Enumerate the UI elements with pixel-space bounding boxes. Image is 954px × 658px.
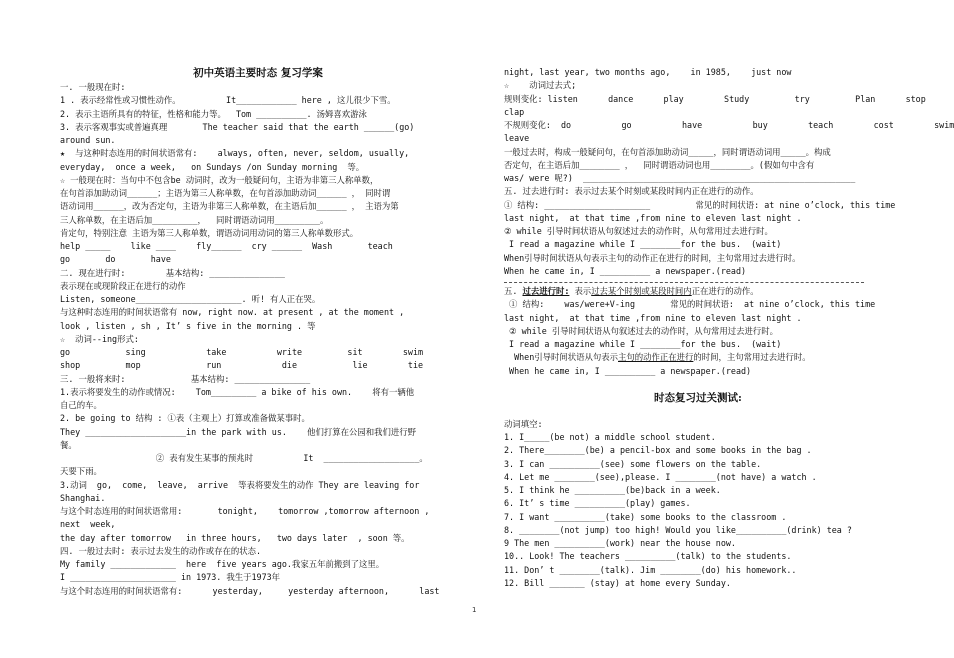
text-line: ★ 与这种时态连用的时间状语常有: always, often, never, seldom, usually, bbox=[60, 148, 410, 159]
text-line: I read a magazine while I ________for the bus. (wait) bbox=[504, 239, 782, 250]
text-line: ② while 引导时间状语从句叙述过去的动作时，从句常用过去进行时。 bbox=[504, 325, 778, 336]
section5-text: 表示 bbox=[574, 286, 592, 296]
text-line: 四. 一般过去时: 表示过去发生的动作或存在的状态. bbox=[60, 545, 262, 556]
text-line: go sing take write sit swim bbox=[60, 347, 424, 357]
text-line: 否定句，在主语后加________ ， 同时谓语动词也用________。(假如句中含有 bbox=[504, 159, 815, 170]
text-line: 与这种时态连用的时间状语常有 now, right now. at present , at the moment , bbox=[60, 307, 405, 318]
exercise-line: 动词填空: bbox=[504, 418, 543, 429]
text-line: everyday, once a week, on Sundays /on Sunday morning 等。 bbox=[60, 161, 365, 172]
text-line: 餐。 bbox=[60, 439, 77, 450]
text-line: 表示现在或现阶段正在进行的动作 bbox=[60, 280, 186, 291]
text-line: 1.表示将要发生的动作或情况: Tom_________ a bike of his own. 将有一辆他 bbox=[60, 386, 415, 397]
when-example-line: When he came in, I __________ a newspaper.(read) bbox=[504, 365, 752, 376]
section5-text-end: 正在进行的动作。 bbox=[691, 286, 759, 296]
text-line: ① 结构: _____________________ 常见的时间状语: at nine o’clock, this time bbox=[504, 199, 896, 210]
text-line: 自己的车。 bbox=[60, 400, 102, 410]
text-line: go do have bbox=[60, 254, 171, 265]
text-line: 规则变化: listen dance play Study try Plan stop bbox=[504, 93, 926, 104]
text-line: ☆ 动词--ing形式: bbox=[60, 333, 139, 344]
exercise-line: 4. Let me ________(see),please. I ________(not have) a watch . bbox=[504, 471, 817, 482]
text-line: 2. 表示主语所具有的特征，性格和能力等。 Tom __________. 汤姆喜欢游泳 bbox=[60, 108, 367, 119]
right-text-block-a bbox=[504, 66, 954, 278]
section5-title: 过去进行时: bbox=[522, 286, 570, 296]
when-rule-line bbox=[504, 351, 892, 364]
exercise-line: 10.. Look! The teachers __________(talk) to the students. bbox=[504, 551, 792, 562]
text-line: clap bbox=[504, 106, 525, 117]
text-line: last night, at that time ,from nine to eleven last night . bbox=[504, 312, 802, 323]
text-line: 二. 现在进行时: 基本结构: _______________ bbox=[60, 267, 285, 278]
text-line: the day after tomorrow in three hours, two days later , soon 等。 bbox=[60, 532, 410, 543]
text-line: 3. 表示客观事实或普遍真理 The teacher said that the earth ______(go) bbox=[60, 121, 415, 132]
exercise-line: 6. It’ s time __________(play) games. bbox=[504, 498, 691, 509]
text-line: I _____________________ in 1973. 我生于1973年 bbox=[60, 572, 281, 583]
text-line: 与这个时态连用的时间状语常用: tonight, tomorrow ,tomorrow afternoon , bbox=[60, 506, 430, 516]
text-line: Shanghai. bbox=[60, 492, 106, 503]
right-text-block-b bbox=[504, 298, 892, 351]
text-line: night, last year, two months ago, in 1985, just now bbox=[504, 67, 792, 77]
section5-underlined: 过去某个时刻或某段时间内 bbox=[591, 286, 692, 296]
text-line: Listen, someone_____________________. 听! 有人正在哭。 bbox=[60, 294, 321, 304]
test-title: 时态复习过关测试: bbox=[654, 391, 742, 404]
text-line: last night, at that time ,from nine to eleven last night . bbox=[504, 212, 802, 223]
when-rule-underlined: 主句的动作正在进行 bbox=[618, 352, 694, 363]
left-column bbox=[60, 65, 456, 598]
page-number: 1 bbox=[472, 606, 477, 614]
text-line: leave bbox=[504, 133, 530, 144]
text-line: around sun. bbox=[60, 135, 116, 145]
when-rule-post: 的时间，主句常用过去进行时。 bbox=[693, 352, 811, 363]
text-line: 天要下雨。 bbox=[60, 466, 102, 477]
section5-number: 五. bbox=[504, 286, 518, 296]
text-line: 1 . 表示经常性或习惯性动作。 It____________ here , 这儿很少下雪。 bbox=[60, 95, 396, 106]
text-line: 3.动词 go, come, leave, arrive 等表将要发生的动作 They are leaving for bbox=[60, 479, 420, 490]
document-title: 初中英语主要时态 复习学案 bbox=[193, 67, 323, 79]
text-line: 在句首添加助动词______；主语为第三人称单数，在句首添加助动词______ ， 同时谓 bbox=[60, 188, 391, 198]
exercise-line: 1. I_____(be not) a middle school student. bbox=[504, 432, 716, 442]
text-line: ☆ 动词过去式; bbox=[504, 80, 577, 91]
text-line: They ____________________in the park with us. 他们打算在公园和我们进行野 bbox=[60, 426, 416, 437]
exercise-line: 8. ________(not jump) too high! Would you like__________(drink) tea ? bbox=[504, 524, 852, 535]
exercise-list bbox=[504, 418, 892, 590]
text-line: I read a magazine while I ________for the bus. (wait) bbox=[504, 339, 782, 349]
text-line: ① 结构: was/were+V-ing 常见的时间状语: at nine o’clock, this time bbox=[504, 299, 876, 310]
text-line: help _____ like ____ fly______ cry ______ Wash teach bbox=[60, 241, 393, 251]
text-line: 2. be going to 结构 : ①表（主观上）打算或准备做某事时。 bbox=[60, 413, 310, 424]
exercise-line: 9 The men __________(work) near the house now. bbox=[504, 538, 736, 548]
text-line: ☆ 一般现在时：当句中不包含be 动词时，改为一般疑问句，主语为非第三人称单数， bbox=[60, 174, 379, 185]
text-line: My family _____________ here five years ago.我家五年前搬到了这里。 bbox=[60, 559, 385, 569]
when-rule-pre: When引导时间状语从句表示 bbox=[504, 352, 619, 363]
exercise-line: 12. Bill _______ (stay) at home every Sunday. bbox=[504, 577, 731, 588]
text-line: ② 表有发生某事的预兆时 It ___________________。 bbox=[60, 453, 428, 463]
text-line: 三. 一般将来时: 基本结构: _______________ bbox=[60, 373, 311, 384]
text-line: 五. 过去进行时: 表示过去某个时刻或某段时间内正在进行的动作。 bbox=[504, 186, 759, 197]
left-text-block bbox=[60, 81, 456, 598]
text-line: When引导时间状语从句表示主句的动作正在进行的时间，主句常用过去进行时。 bbox=[504, 252, 801, 263]
text-line: 与这个时态连用的时间状语常有: yesterday, yesterday afternoon, last bbox=[60, 585, 440, 596]
text-line: 不规则变化: do go have buy teach cost swim bbox=[504, 120, 954, 130]
dashed-divider bbox=[504, 278, 864, 283]
exercise-line: 3. I can __________(see) some flowers on the table. bbox=[504, 458, 762, 469]
exercise-line: 2. There________(be) a pencil-box and some books in the bag . bbox=[504, 445, 812, 456]
exercise-line: 11. Don’ t ________(talk). Jim ________(do) his homework.. bbox=[504, 564, 797, 575]
text-line: 三人称单数，在主语后加_________， 同时谓语动词用_________。 bbox=[60, 214, 329, 225]
exercise-line: 7. I want __________(take) some books to the classroom . bbox=[504, 511, 787, 522]
text-line: 肯定句，特别注意 主语为第三人称单数，谓语动词用动词的第三人称单数形式。 bbox=[60, 227, 359, 238]
right-column bbox=[504, 66, 954, 590]
text-line: was/ were 呢?) ______________________________________________________ bbox=[504, 173, 856, 183]
section5-heading-line bbox=[504, 285, 892, 298]
text-line: next week, bbox=[60, 519, 116, 530]
exercise-line: 5. I think he __________(be)back in a week. bbox=[504, 485, 721, 495]
text-line: ② while 引导时间状语从句叙述过去的动作时，从句常用过去进行时。 bbox=[504, 226, 773, 236]
text-line: look , listen , sh , It’ s five in the morning . 等 bbox=[60, 320, 316, 331]
text-line: When he came in, I __________ a newspaper.(read) bbox=[504, 265, 747, 276]
text-line: 一般过去时，构成一般疑问句，在句首添加助动词_____，同时谓语动词用_____。构成 bbox=[504, 146, 831, 157]
text-line: shop mop run die lie tie bbox=[60, 360, 424, 371]
text-line: 语动词用______，改为否定句，主语为非第三人称单数，在主语后加______ ， 主语为第 bbox=[60, 201, 399, 212]
text-line: 一. 一般现在时: bbox=[60, 82, 126, 92]
